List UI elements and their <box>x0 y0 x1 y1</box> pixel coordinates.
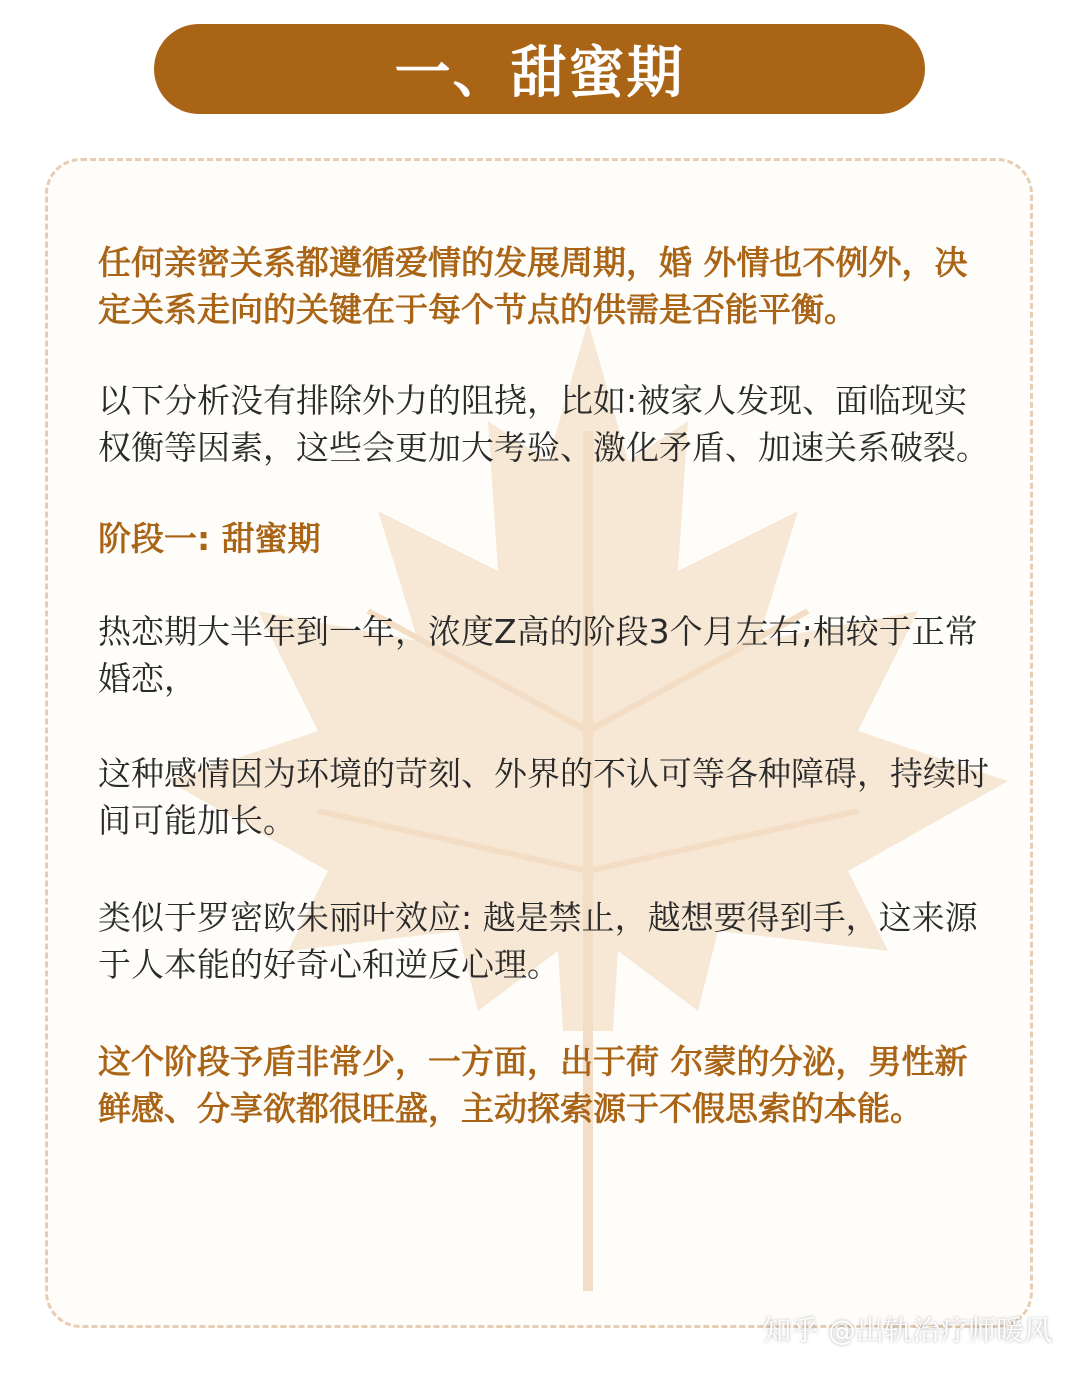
title-banner <box>154 24 925 114</box>
intro-paragraph: 任何亲密关系都遵循爱情的发展周期，婚 外情也不例外，决定关系走向的关键在于每个节点的供需是否能平衡。 <box>98 243 968 329</box>
obstacles-paragraph: 这种感情因为环境的苛刻、外界的不认可等各种障碍，持续时间可能加长。 <box>98 754 989 840</box>
content-card <box>45 158 1033 1328</box>
duration-paragraph: 热恋期大半年到一年，浓度Z高的阶段3个月左右;相较于正常婚恋， <box>98 612 978 698</box>
external-factors-paragraph: 以下分析没有排除外力的阻挠，比如:被家人发现、面临现实权衡等因素，这些会更加大考验、激化矛盾、加速关系破裂。 <box>98 381 989 467</box>
romeo-juliet-paragraph: 类似于罗密欧朱丽叶效应: 越是禁止，越想要得到手，这来源于人本能的好奇心和逆反心理。 <box>98 898 978 984</box>
stage-heading: 阶段一: 甜蜜期 <box>98 519 321 558</box>
watermark: 知乎 @出轨治疗师暖风 <box>763 1314 1052 1347</box>
page-title: 一、甜蜜期 <box>394 41 685 106</box>
conclusion-paragraph: 这个阶段予盾非常少，一方面，出于荷 尔蒙的分泌，男性新鲜感、分享欲都很旺盛，主动探索源于不假思索的本能。 <box>98 1042 968 1128</box>
article-body <box>98 239 998 1132</box>
